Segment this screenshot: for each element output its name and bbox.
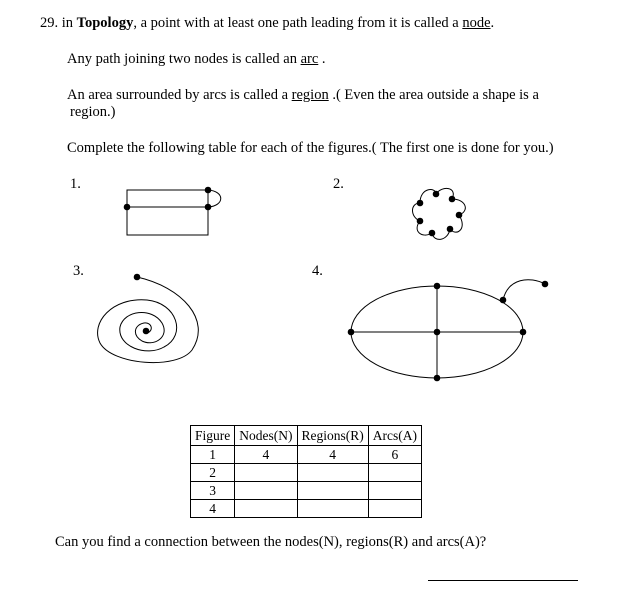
- table-cell: 4: [297, 446, 368, 464]
- question-line1-pre: in: [61, 15, 77, 31]
- table-row: [191, 500, 422, 518]
- arc-term: arc: [300, 51, 319, 67]
- table-cell[interactable]: [297, 464, 368, 482]
- table-cell: 4: [191, 500, 235, 518]
- question-line-3-cont: region.): [70, 104, 116, 120]
- figure-label-2: 2.: [333, 176, 344, 192]
- table-cell: 3: [191, 482, 235, 500]
- instruction-text: Complete the following table for each of the figures.( The first one is done for you.): [67, 140, 554, 156]
- figure-label-4: 4.: [312, 263, 323, 279]
- table-cell[interactable]: [297, 482, 368, 500]
- question-line2-end: .: [318, 51, 326, 67]
- node-term: node: [462, 15, 491, 31]
- table-header: Regions(R): [297, 426, 368, 446]
- table-cell: 1: [191, 446, 235, 464]
- table-cell[interactable]: [368, 500, 421, 518]
- question-line-2: [67, 51, 326, 68]
- figure-1-node: [205, 187, 212, 194]
- table-cell[interactable]: [235, 482, 297, 500]
- table-row: [191, 464, 422, 482]
- table-cell[interactable]: [368, 482, 421, 500]
- figure-4-diagram: [340, 270, 555, 390]
- table-row: [191, 446, 422, 464]
- table-cell: 6: [368, 446, 421, 464]
- question-number: 29.: [40, 15, 59, 31]
- figure-1-diagram: [115, 185, 225, 240]
- table-header: Arcs(A): [368, 426, 421, 446]
- question-line2-pre: Any path joining two nodes is called an: [67, 51, 301, 67]
- region-term: region: [291, 87, 329, 103]
- topology-term: Topology: [76, 15, 134, 31]
- question-line1-mid: , a point with at least one path leading from it is called a: [133, 15, 463, 31]
- table-header: Nodes(N): [235, 426, 297, 446]
- table-cell: 4: [235, 446, 297, 464]
- question-line3-end: .( Even the area outside a shape is a: [328, 87, 539, 103]
- question-line1-end: .: [490, 15, 495, 31]
- question-line-3: [67, 87, 539, 104]
- question-line3-pre: An area surrounded by arcs is called a: [67, 87, 292, 103]
- table-cell[interactable]: [368, 464, 421, 482]
- figure-3-diagram: [92, 265, 212, 370]
- table-cell: 2: [191, 464, 235, 482]
- footer-question: Can you find a connection between the nodes(N), regions(R) and arcs(A)?: [55, 534, 487, 550]
- table-cell[interactable]: [235, 500, 297, 518]
- table-row: [191, 482, 422, 500]
- figure-1-node: [124, 204, 131, 211]
- figure-2-diagram: [408, 185, 473, 245]
- table-header: Figure: [191, 426, 235, 446]
- figure-1-node: [205, 204, 212, 211]
- figure-table: [190, 425, 422, 518]
- question-line-1: [40, 15, 494, 32]
- table-header-row: [191, 426, 422, 446]
- figure-label-3: 3.: [73, 263, 84, 279]
- figure-1-rectangle: [127, 190, 208, 235]
- table-cell[interactable]: [235, 464, 297, 482]
- figure-label-1: 1.: [70, 176, 81, 192]
- answer-line[interactable]: [428, 580, 578, 581]
- table-cell[interactable]: [297, 500, 368, 518]
